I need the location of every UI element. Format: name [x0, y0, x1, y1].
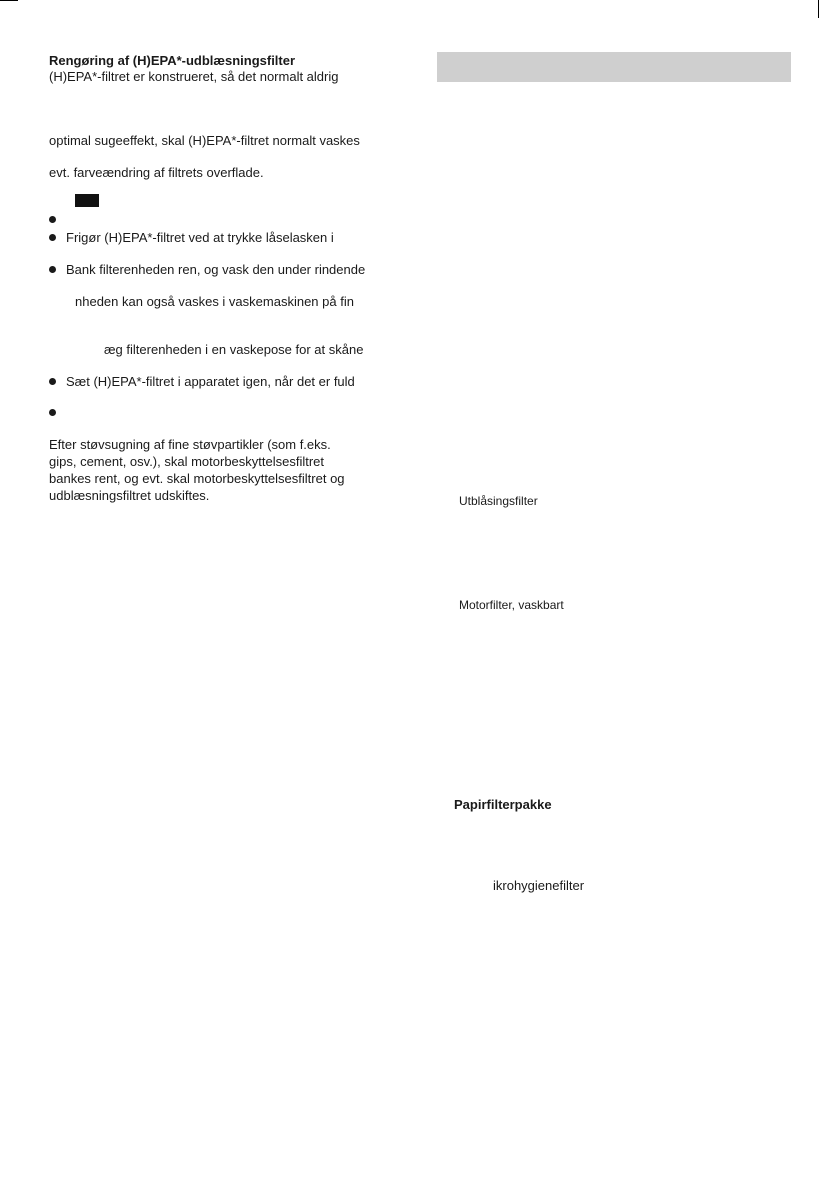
- paragraph-line: udblæsningsfiltret udskiftes.: [49, 488, 210, 503]
- crop-mark-left: [0, 0, 18, 1]
- bullet-text: Frigør (H)EPA*-filtret ved at trykke låselasken i: [66, 230, 334, 245]
- bullet-point: [49, 234, 56, 241]
- bullet-text: Bank filterenheden ren, og vask den under rindende: [66, 262, 366, 277]
- bullet-point: [49, 409, 56, 416]
- note-line-1: nheden kan også vaskes i vaskemaskinen på fin: [75, 294, 354, 309]
- crop-mark-right: [818, 0, 819, 18]
- part-label-motor-filter: Motorfilter, vaskbart: [459, 598, 564, 612]
- redacted-block: [75, 194, 99, 207]
- paragraph-line: bankes rent, og evt. skal motorbeskyttelsesfiltret og: [49, 471, 345, 486]
- bullet-text: Sæt (H)EPA*-filtret i apparatet igen, når det er fuld: [66, 374, 355, 389]
- part-label-paper-filter-pack: Papirfilterpakke: [454, 797, 552, 812]
- intro-line: (H)EPA*-filtret er konstrueret, så det normalt aldrig: [49, 69, 339, 84]
- paragraph-line: gips, cement, osv.), skal motorbeskyttelsesfiltret: [49, 454, 325, 469]
- bullet-point: [49, 378, 56, 385]
- header-bar: [437, 52, 791, 82]
- bullet-point: [49, 266, 56, 273]
- paragraph-line: Efter støvsugning af fine støvpartikler (som f.eks.: [49, 437, 331, 452]
- bullet-point: [49, 216, 56, 223]
- body-line-3: evt. farveændring af filtrets overflade.: [49, 165, 264, 180]
- body-line-2: optimal sugeeffekt, skal (H)EPA*-filtret normalt vaskes: [49, 133, 360, 148]
- note-line-2: æg filterenheden i en vaskepose for at skåne: [104, 342, 364, 357]
- part-label-microhygiene-filter: ikrohygienefilter: [493, 878, 585, 893]
- part-label-exhaust-filter: Utblåsingsfilter: [459, 494, 538, 508]
- section-heading: Rengøring af (H)EPA*-udblæsningsfilter: [49, 53, 296, 68]
